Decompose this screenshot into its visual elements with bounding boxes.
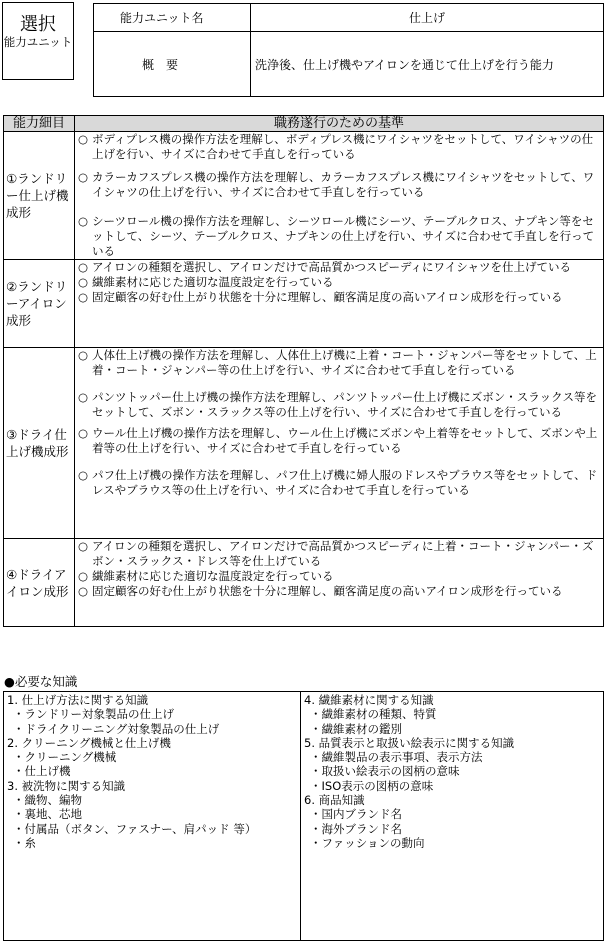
criteria-item-text: パンツトッパー仕上げ機の操作方法を理解し、パンツトッパー仕上げ機にズボン・スラックス等をセットして、ズボン・スラックス等の仕上げを行い、サイズに合わせて手直しを行っている [92,390,597,419]
knowledge-subitem: ・付属品（ボタン、ファスナー、肩パッド 等） [13,821,257,836]
knowledge-left-column [4,692,301,941]
circle-mark-icon: ○ [78,584,89,598]
criteria-item [78,584,600,599]
circle-mark-icon: ○ [78,170,89,184]
knowledge-subitem: ・ドライクリーニング対象製品の仕上げ [13,721,220,736]
criteria-category: ④ドライアイロン成形 [4,539,75,627]
knowledge-subitem: ・織物、編物 [13,793,82,808]
criteria-table [3,115,604,627]
criteria-item [78,132,600,162]
circle-mark-icon: ○ [78,132,89,146]
knowledge-subitem: ・裏地、芯地 [13,807,82,822]
criteria-item-text: ボディプレス機の操作方法を理解し、ボディプレス機にワイシャツをセットして、ワイシャツの仕上げを行い、サイズに合わせて手直しを行っている [92,132,594,161]
circle-mark-icon: ○ [78,569,89,583]
criteria-items [75,132,604,260]
knowledge-subitem: ・国内ブランド名 [310,807,402,822]
unit-name-value: 仕上げ [251,4,604,32]
knowledge-subitem: ・ファッションの動向 [310,835,425,850]
overview-value: 洗浄後、仕上げ機やアイロンを通じて仕上げを行う能力 [251,32,604,97]
knowledge-subitem: ・ランドリー対象製品の仕上げ [13,707,174,722]
criteria-item [78,426,600,456]
criteria-item-text: パフ仕上げ機の操作方法を理解し、パフ仕上げ機に婦人服のドレスやブラウス等をセットして、ドレスやブラウス等の仕上げを行い、サイズに合わせて手直しを行っている [92,468,598,497]
criteria-item [78,214,600,259]
criteria-row [4,348,604,539]
criteria-item-text: 人体仕上げ機の操作方法を理解し、人体仕上げ機に上着・コート・ジャンパー等をセットして、上着・コート・ジャンパー等の仕上げを行い、サイズに合わせて手直しを行っている [92,348,597,377]
criteria-item [78,275,600,290]
knowledge-subitem: ・繊維製品の表示事項、表示方法 [310,750,483,765]
knowledge-subitem: ・取扱い絵表示の図柄の意味 [310,764,460,779]
knowledge-item: 2. クリーニング機械と仕上げ機 [7,735,171,750]
criteria-category: ②ランドリーアイロン成形 [4,260,75,348]
criteria-row [4,539,604,627]
criteria-category: ③ドライ仕上げ機成形 [4,348,75,539]
unit-name-label: 能力ユニット名 [94,4,251,32]
overview-label: 概 要 [94,32,251,97]
circle-mark-icon: ○ [78,390,89,404]
knowledge-heading: ●必要な知識 [4,674,78,689]
col-header-detail: 能力細目 [4,116,75,132]
criteria-items [75,260,604,348]
criteria-category: ①ランドリー仕上げ機成形 [4,132,75,260]
criteria-item [78,468,600,498]
criteria-item [78,539,600,569]
criteria-items [75,539,604,627]
knowledge-item: 1. 仕上げ方法に関する知識 [7,693,149,707]
circle-mark-icon: ○ [78,214,89,228]
criteria-item-text: 固定顧客の好む仕上がり状態を十分に理解し、顧客満足度の高いアイロン成形を行っている [92,584,563,598]
knowledge-table [3,691,604,941]
criteria-item-text: 繊維素材に応じた適切な温度設定を行っている [92,569,334,583]
criteria-item [78,390,600,420]
criteria-item-text: シーツロール機の操作方法を理解し、シーツロール機にシーツ、テーブルクロス、ナプキン等をセットして、シーツ、テーブルクロス、ナプキンの仕上げを行い、サイズに合わせて手直しを行っている [92,214,595,258]
circle-mark-icon: ○ [78,260,89,274]
criteria-item [78,348,600,378]
criteria-item-text: 固定顧客の好む仕上がり状態を十分に理解し、顧客満足度の高いアイロン成形を行っている [92,290,563,304]
knowledge-item: 4. 繊維素材に関する知識 [304,693,434,707]
unit-info-table [93,3,604,97]
criteria-item-text: アイロンの種類を選択し、アイロンだけで高品質かつスピーディに上着・コート・ジャンパー・ズボン・スラックス・ドレス等を仕上げている [92,539,594,568]
criteria-item-text: カラーカフスプレス機の操作方法を理解し、カラーカフスプレス機にワイシャツをセットして、ワイシャツの仕上げを行い、サイズに合わせて手直しを行っている [92,170,595,199]
circle-mark-icon: ○ [78,539,89,553]
circle-mark-icon: ○ [78,468,89,482]
selection-box [2,2,74,80]
criteria-items [75,348,604,539]
selection-title: 選択 [20,14,56,35]
circle-mark-icon: ○ [78,348,89,362]
criteria-item-text: ウール仕上げ機の操作方法を理解し、ウール仕上げ機にズボンや上着等をセットして、ズボンや上着等の仕上げを行い、サイズに合わせて手直しを行っている [92,426,598,455]
circle-mark-icon: ○ [78,426,89,440]
circle-mark-icon: ○ [78,275,89,289]
knowledge-item: 6. 商品知識 [304,793,365,808]
criteria-item [78,260,600,275]
knowledge-item: 5. 品質表示と取扱い絵表示に関する知識 [304,735,515,750]
criteria-row [4,132,604,260]
knowledge-subitem: ・繊維素材の種類、特質 [310,707,437,722]
criteria-item [78,569,600,584]
circle-mark-icon: ○ [78,290,89,304]
selection-subtitle: 能力ユニット [3,35,73,49]
knowledge-subitem: ・クリーニング機械 [13,750,117,765]
knowledge-subitem: ・繊維素材の鑑別 [310,721,402,736]
knowledge-subitem: ・ISO表示の図柄の意味 [310,778,434,793]
col-header-standard: 職務遂行のための基準 [75,116,604,132]
knowledge-item: 3. 被洗物に関する知識 [7,778,126,793]
criteria-row [4,260,604,348]
knowledge-subitem: ・海外ブランド名 [310,821,402,836]
criteria-item [78,170,600,200]
criteria-item-text: 繊維素材に応じた適切な温度設定を行っている [92,275,334,289]
criteria-item [78,290,600,305]
knowledge-subitem: ・糸 [13,835,36,850]
criteria-item-text: アイロンの種類を選択し、アイロンだけで高品質かつスピーディにワイシャツを仕上げている [92,260,571,274]
knowledge-right-column [301,692,604,941]
knowledge-subitem: ・仕上げ機 [13,764,71,779]
